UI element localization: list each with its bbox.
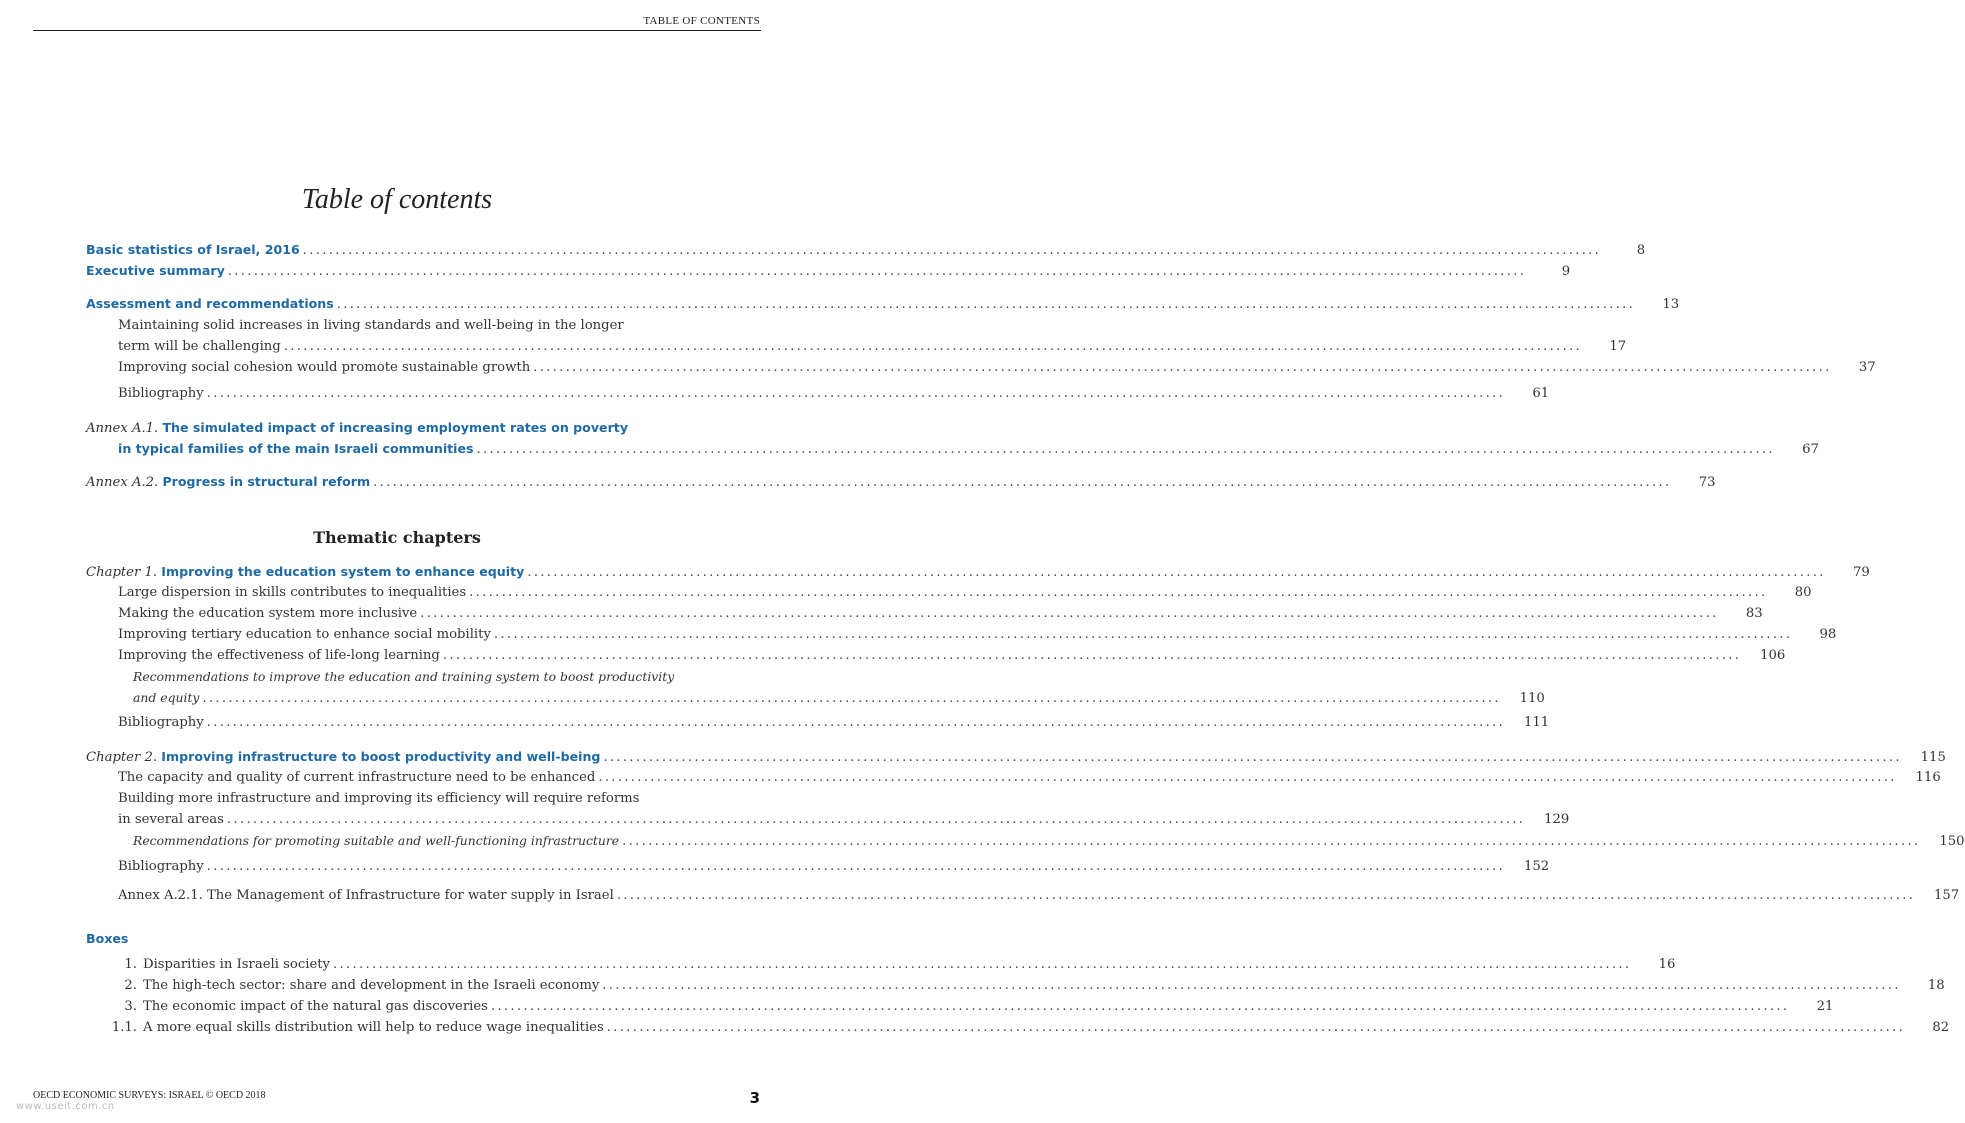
dot-leader: ........................................................................................................................................................................................................ — [598, 770, 1897, 785]
box-entry[interactable] — [82, 956, 1676, 974]
chapter-prefix: Chapter 1. — [86, 565, 158, 580]
page-title: Table of contents — [301, 184, 493, 215]
dot-leader: ........................................................................................................................................................................................................ — [373, 475, 1672, 490]
page-number: 116 — [1915, 770, 1941, 785]
entry-label[interactable]: Basic statistics of Israel, 2016 — [86, 242, 300, 257]
dot-leader: ........................................................................................................................................................................................................ — [333, 957, 1632, 972]
running-header: TABLE OF CONTENTS — [643, 15, 760, 27]
dot-leader: ........................................................................................................................................................................................................ — [206, 859, 1506, 874]
page-number: 82 — [1932, 1020, 1950, 1035]
dot-leader: ........................................................................................................................................................................................................ — [420, 606, 1719, 621]
page-number: 110 — [1519, 691, 1545, 706]
page-number: 106 — [1760, 648, 1786, 663]
page-number-footer: 3 — [749, 1089, 760, 1107]
entry-label-line1[interactable]: Recommendations to improve the education and training system to boost productivity — [133, 669, 675, 684]
toc-entry[interactable] — [86, 262, 1571, 281]
chapter-prefix: Chapter 2. — [86, 750, 158, 765]
dot-leader: ........................................................................................................................................................................................................ — [442, 648, 1742, 663]
page-number: 18 — [1927, 978, 1945, 993]
page-number: 98 — [1819, 627, 1837, 642]
entry-label[interactable]: Executive summary — [86, 263, 225, 278]
entry-label[interactable]: in typical families of the main Israeli communities — [118, 441, 474, 456]
dot-leader: ........................................................................................................................................................................................................ — [493, 627, 1793, 642]
dot-leader: ........................................................................................................................................................................................................ — [302, 243, 1602, 258]
dot-leader: ........................................................................................................................................................................................................ — [283, 339, 1583, 354]
page-number: 129 — [1544, 812, 1570, 827]
entry-label[interactable]: Disparities in Israeli society — [143, 957, 331, 972]
page-number: 67 — [1802, 442, 1819, 457]
dot-leader: ........................................................................................................................................................................................................ — [490, 999, 1790, 1014]
page-number: 8 — [1636, 243, 1646, 258]
dot-leader: ........................................................................................................................................................................................................ — [527, 565, 1826, 580]
entry-label[interactable]: Bibliography — [118, 715, 204, 730]
dot-leader: ........................................................................................................................................................................................................ — [603, 750, 1902, 765]
dot-leader: ........................................................................................................................................................................................................ — [533, 360, 1832, 375]
toc-entry[interactable] — [118, 385, 1550, 403]
toc-entry[interactable] — [118, 858, 1550, 876]
dot-leader: ........................................................................................................................................................................................................ — [622, 834, 1921, 849]
header-rule — [33, 30, 761, 31]
toc-entry[interactable] — [86, 748, 1946, 767]
dot-leader: ........................................................................................................................................................................................................ — [616, 888, 1916, 903]
dot-leader: ........................................................................................................................................................................................................ — [206, 715, 1506, 730]
page-number: 17 — [1609, 339, 1627, 354]
page-number: 79 — [1852, 565, 1870, 580]
dot-leader: ........................................................................................................................................................................................................ — [469, 585, 1768, 600]
dot-leader: ........................................................................................................................................................................................................ — [206, 386, 1506, 401]
page-number: 111 — [1523, 715, 1550, 730]
toc-entry[interactable] — [118, 811, 1570, 829]
dot-leader: ........................................................................................................................................................................................................ — [602, 978, 1901, 993]
annex-heading[interactable] — [86, 419, 628, 438]
entry-label[interactable]: Progress in structural reform — [162, 474, 371, 489]
toc-entry[interactable] — [118, 769, 1941, 787]
page-number: 16 — [1658, 957, 1676, 972]
entry-label[interactable]: Improving infrastructure to boost productivity and well-being — [161, 749, 601, 764]
toc-entry[interactable] — [118, 714, 1550, 732]
entry-label[interactable]: in several areas — [118, 812, 224, 827]
entry-label[interactable]: Recommendations for promoting suitable and well-functioning infrastructure — [133, 833, 620, 848]
page-number: 150 — [1939, 834, 1965, 849]
page-number: 157 — [1934, 888, 1960, 903]
toc-entry[interactable] — [133, 832, 1965, 851]
toc-entry[interactable] — [118, 626, 1837, 644]
dot-leader: ........................................................................................................................................................................................................ — [227, 264, 1527, 279]
toc-entry[interactable] — [133, 689, 1545, 708]
page-number: 80 — [1794, 585, 1812, 600]
entry-label-line1[interactable]: Building more infrastructure and improving its efficiency will require reforms — [118, 791, 640, 806]
toc-entry[interactable] — [118, 605, 1763, 623]
entry-label-line1[interactable]: Maintaining solid increases in living standards and well-being in the longer — [118, 318, 624, 333]
page-number: 61 — [1532, 386, 1550, 401]
entry-label[interactable]: The economic impact of the natural gas discoveries — [143, 999, 488, 1014]
entry-label[interactable]: Improving the effectiveness of life-long learning — [118, 648, 440, 663]
toc-entry[interactable] — [118, 647, 1786, 665]
page-number: 37 — [1858, 360, 1876, 375]
toc-entry[interactable] — [118, 359, 1876, 377]
toc-entry[interactable] — [86, 563, 1870, 582]
entry-label[interactable]: Large dispersion in skills contributes to inequalities — [118, 585, 467, 600]
page-number: 83 — [1745, 606, 1763, 621]
footer-publication: OECD ECONOMIC SURVEYS: ISRAEL © OECD 2018 — [33, 1090, 266, 1101]
toc-entry[interactable] — [118, 440, 1819, 459]
dot-leader: ........................................................................................................................................................................................................ — [202, 691, 1501, 706]
toc-entry[interactable] — [86, 241, 1646, 260]
page-number: 9 — [1561, 264, 1571, 279]
box-entry[interactable] — [82, 1019, 1950, 1037]
entry-label[interactable]: Improving the education system to enhance equity — [161, 564, 525, 579]
dot-leader: ........................................................................................................................................................................................................ — [336, 297, 1636, 312]
entry-label[interactable]: Improving social cohesion would promote sustainable growth — [118, 360, 531, 375]
box-entry[interactable] — [82, 998, 1834, 1016]
page-number: 152 — [1523, 859, 1550, 874]
dot-leader: ........................................................................................................................................................................................................ — [226, 812, 1526, 827]
toc-entry[interactable] — [86, 473, 1716, 492]
page-number: 73 — [1698, 475, 1716, 490]
entry-label[interactable]: Improving tertiary education to enhance social mobility — [118, 627, 491, 642]
entry-label[interactable]: The high-tech sector: share and development in the Israeli economy — [143, 978, 600, 993]
annex-prefix: Annex A.2. — [86, 475, 159, 490]
toc-entry[interactable] — [118, 338, 1627, 356]
toc-entry[interactable] — [86, 295, 1680, 314]
entry-label[interactable]: Annex A.2.1. The Management of Infrastructure for water supply in Israel — [118, 888, 614, 903]
dot-leader: ........................................................................................................................................................................................................ — [606, 1020, 1906, 1035]
box-number: 3. — [124, 999, 137, 1014]
entry-label[interactable]: term will be challenging — [118, 339, 281, 354]
page-number: 115 — [1920, 750, 1946, 765]
page-number: 21 — [1816, 999, 1834, 1014]
entry-label[interactable]: Bibliography — [118, 859, 204, 874]
section-heading: Thematic chapters — [313, 528, 481, 547]
entry-label[interactable]: A more equal skills distribution will help to reduce wage inequalities — [143, 1020, 604, 1035]
box-number: 2. — [124, 978, 137, 993]
box-number: 1.1. — [111, 1020, 137, 1035]
watermark: www.useit.com.cn — [16, 1101, 115, 1112]
entry-label[interactable]: Making the education system more inclusive — [118, 606, 418, 621]
toc-entry[interactable] — [118, 584, 1812, 602]
page-number: 13 — [1662, 297, 1680, 312]
toc-entry[interactable] — [118, 887, 1960, 905]
entry-label[interactable]: The capacity and quality of current infrastructure need to be enhanced — [118, 770, 596, 785]
annex-prefix: Annex A.1. — [86, 421, 159, 436]
box-number: 1. — [124, 957, 137, 972]
box-entry[interactable] — [82, 977, 1945, 995]
entry-label[interactable]: and equity — [133, 690, 200, 705]
entry-label[interactable]: Bibliography — [118, 386, 204, 401]
dot-leader: ........................................................................................................................................................................................................ — [476, 442, 1775, 457]
boxes-heading: Boxes — [86, 931, 129, 946]
entry-label-line1[interactable]: The simulated impact of increasing employment rates on poverty — [162, 420, 629, 435]
entry-label[interactable]: Assessment and recommendations — [86, 296, 334, 311]
